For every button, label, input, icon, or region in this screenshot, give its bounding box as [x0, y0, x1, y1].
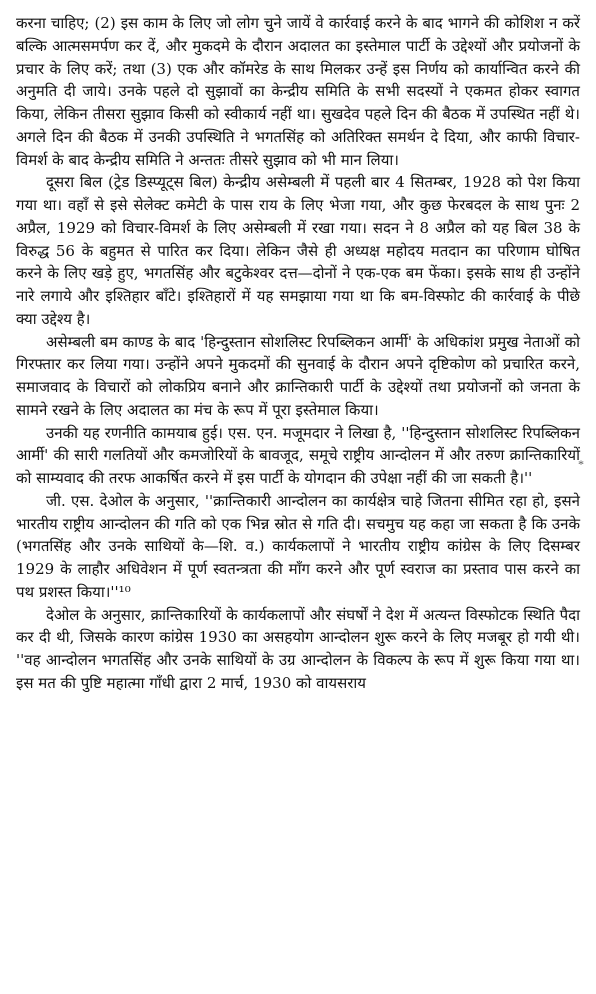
paragraph-2: दूसरा बिल (ट्रेड डिस्प्यूट्स बिल) केन्द्रीय असेम्बली में पहली बार 4 सितम्बर, 1928 को पेश किया गया था। वहाँ से इसे सेलेक्ट कमेटी के पास राय के लिए भेजा गया, और कुछ फेरबदल के साथ पुनः 2 अप्रैल, 1929 को विचार-विमर्श के लिए असेम्बली में रखा गया। सदन ने 8 अप्रैल को यह बिल 38 के विरुद्ध 56 के बहुमत से पारित कर दिया। लेकिन जैसे ही अध्यक्ष महोदय मतदान का परिणाम घोषित करने के लिए खड़े हुए, भगतसिंह और बटुकेश्वर दत्त—दोनों ने एक-एक बम फेंका। इसके साथ ही उन्होंने नारे लगाये और इश्तिहार बाँटे। इश्तिहारों में यह समझाया गया था कि बम-विस्फोट की कार्रवाई के पीछे क्या उद्देश्य है। — [16, 173, 580, 328]
paragraph-4: उनकी यह रणनीति कामयाब हुई। एस. एन. मजूमदार ने लिखा है, ''हिन्दुस्तान सोशलिस्ट रिपब्लिकन आर्मी' की सारी गलतियों और कमजोरियों के बावजूद, समूचे राष्ट्रीय आन्दोलन में और तरुण क्रान्तिकारियों को साम्यवाद की तरफ आकर्षित करने में इस पार्टी के योगदान की उपेक्षा नहीं की जा सकती है।'' — [16, 423, 580, 487]
paragraph-3: असेम्बली बम काण्ड के बाद 'हिन्दुस्तान सोशलिस्ट रिपब्लिकन आर्मी' के अधिकांश प्रमुख नेताओं को गिरफ्तार कर लिया गया। उन्होंने अपने मुकदमों की सुनवाई के दौरान अपने दृष्टिकोण को प्रचारित करने, समाजवाद के विचारों को लोकप्रिय बनाने और क्रान्तिकारी पार्टी के उद्देश्यों तथा प्रयोजनों को जनता के सामने रखने के लिए अदालत का मंच के रूप में पूरा इस्तेमाल किया। — [16, 332, 580, 419]
margin-mark: * — [578, 457, 584, 471]
paragraph-1: करना चाहिए; (2) इस काम के लिए जो लोग चुने जायें वे कार्रवाई करने के बाद भागने की कोशिश न करें बल्कि आत्मसमर्पण कर दें, और मुकदमे के दौरान अदालत का इस्तेमाल पार्टी के उद्देश्यों और प्रयोजनों के प्रचार के लिए करें; तथा (3) एक और कॉमरेड के साथ मिलकर उन्हें इस निर्णय को कार्यान्वित करने की अनुमति दी जाये। उनके पहले दो सुझावों का केन्द्रीय समिति के सभी सदस्यों ने एकमत होकर स्वागत किया, लेकिन तीसरा सुझाव किसी को स्वीकार्य नहीं था। सुखदेव पहले दिन की बैठक में उपस्थित नहीं थे। अगले दिन की बैठक में उनकी उपस्थिति ने भगतसिंह को अतिरिक्त समर्थन दे दिया, और काफी विचार-विमर्श के बाद केन्द्रीय समिति ने अन्ततः तीसरे सुझाव को भी मान लिया। — [16, 14, 580, 169]
paragraph-5: जी. एस. देओल के अनुसार, ''क्रान्तिकारी आन्दोलन का कार्यक्षेत्र चाहे जितना सीमित रहा हो, इसने भारतीय राष्ट्रीय आन्दोलन की गति को एक भिन्न स्रोत से गति दी। सचमुच यह कहा जा सकता है कि उनके (भगतसिंह और उनके साथियों के—शि. व.) कार्यकलापों ने भारतीय राष्ट्रीय कांग्रेस के लिए दिसम्बर 1929 के लाहौर अधिवेशन में पूर्ण स्वतन्त्रता की माँग करने और पूर्ण स्वराज का प्रस्ताव पास करने का पथ प्रशस्त किया।''¹⁰ — [16, 491, 580, 601]
paragraph-6: देओल के अनुसार, क्रान्तिकारियों के कार्यकलापों और संघर्षों ने देश में अत्यन्त विस्फोटक स्थिति पैदा कर दी थी, जिसके कारण कांग्रेस 1930 का असहयोग आन्दोलन शुरू करने के लिए मजबूर हो गयी थी। ''वह आन्दोलन भगतसिंह और उनके साथियों के उग्र आन्दोलन के विकल्प के रूप में शुरू किया गया था। इस मत की पुष्टि महात्मा गाँधी द्वारा 2 मार्च, 1930 को वायसराय — [16, 605, 580, 692]
